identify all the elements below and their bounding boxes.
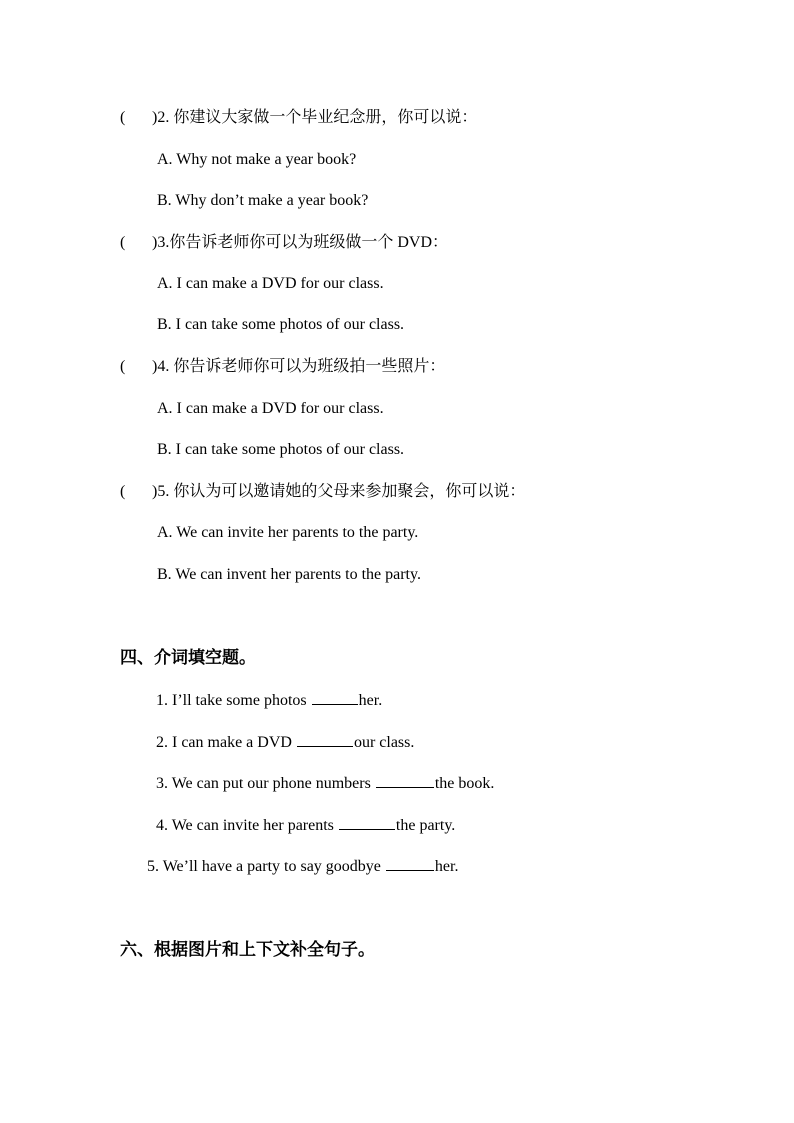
fill-blank[interactable] [297, 732, 353, 747]
fill-text-before: 4. We can invite her parents [156, 817, 338, 834]
fill-item-4 [156, 815, 455, 836]
answer-paren[interactable]: ( [120, 483, 126, 500]
question-prompt: )5. 你认为可以邀请她的父母来参加聚会，你可以说： [152, 483, 526, 500]
fill-text-after: the book. [434, 775, 495, 792]
section-6-title: 六、根据图片和上下文补全句子。 [120, 940, 375, 959]
question-prompt: )4. 你告诉老师你可以为班级拍一些照片： [152, 358, 446, 375]
question-prompt: )2. 你建议大家做一个毕业纪念册，你可以说： [152, 109, 478, 126]
fill-text-after: our class. [353, 734, 415, 751]
fill-blank[interactable] [376, 773, 434, 788]
answer-paren[interactable]: ( [120, 234, 126, 251]
fill-item-3 [156, 773, 494, 794]
fill-text-after: the party. [395, 817, 456, 834]
question-2 [120, 108, 477, 128]
option-b: B. Why don’t make a year book? [157, 192, 369, 209]
option-a: A. Why not make a year book? [157, 151, 357, 168]
option-b: B. I can take some photos of our class. [157, 316, 405, 333]
fill-text-after: her. [358, 692, 383, 709]
option-b: B. We can invent her parents to the party. [157, 566, 421, 583]
fill-blank[interactable] [312, 690, 358, 705]
fill-text-after: her. [434, 858, 459, 875]
fill-blank[interactable] [386, 856, 434, 871]
fill-item-2 [156, 732, 414, 753]
option-a: A. We can invite her parents to the party. [157, 524, 419, 541]
answer-paren[interactable]: ( [120, 358, 126, 375]
fill-blank[interactable] [339, 815, 395, 830]
section-4-title: 四、介词填空题。 [120, 648, 256, 667]
fill-text-before: 2. I can make a DVD [156, 734, 296, 751]
option-a: A. I can make a DVD for our class. [157, 275, 384, 292]
question-4 [120, 357, 445, 377]
answer-paren[interactable]: ( [120, 109, 126, 126]
option-a: A. I can make a DVD for our class. [157, 400, 384, 417]
question-5 [120, 482, 525, 502]
option-b: B. I can take some photos of our class. [157, 441, 405, 458]
fill-item-1 [156, 690, 382, 711]
fill-text-before: 1. I’ll take some photos [156, 692, 311, 709]
question-prompt: )3.你告诉老师你可以为班级做一个 DVD： [152, 234, 448, 251]
question-3 [120, 233, 448, 253]
fill-text-before: 3. We can put our phone numbers [156, 775, 375, 792]
fill-item-5 [147, 856, 458, 877]
fill-text-before: 5. We’ll have a party to say goodbye [147, 858, 385, 875]
